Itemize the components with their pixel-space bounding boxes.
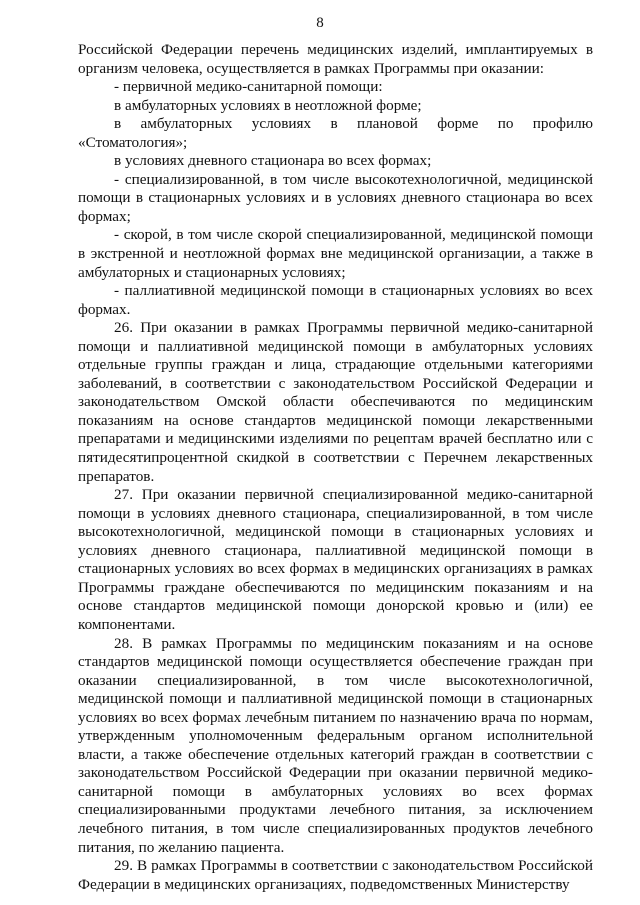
numbered-paragraph-27 xyxy=(78,486,593,634)
list-item xyxy=(78,152,593,171)
paragraph-text: При оказании первичной специализированной медико-санитарной помощи в условиях дневного стационара, специализированной, в том числе высокотехнологичной, медицинской помощи в стационарных условиях и условиях дневного стационара, паллиативной медицинской помощи в стационарных условиях во всех формах в медицинских организациях в рамках Программы граждане обеспечиваются по медицинским показаниям и на основе стандартов медицинской помощи донорской кровью и (или) ее компонентами. xyxy=(78,486,593,633)
list-item: - паллиативной медицинской помощи в стационарных условиях во всех формах. xyxy=(78,282,593,318)
paragraph-text: В рамках Программы по медицинским показаниям и на основе стандартов медицинской помощи осуществляется обеспечение граждан при оказании специализированной, в том числе высокотехнологичной, медицинской помощи и паллиативной медицинской помощи в стационарных условиях во всех формах лечебным питанием по назначению врача по нормам, утвержденным уполномоченным федеральным органом исполнительной власти, а также обеспечение отдельных категорий граждан в соответствии с законодательством Российской Федерации при оказании первичной медико-санитарной помощи в амбулаторных условиях во всех формах специализированными продуктами лечебного питания, за исключением лечебного питания, в том числе специализированных продуктов лечебного питания, по желанию пациента. xyxy=(78,634,594,856)
list-item: - специализированной, в том числе высокотехнологичной, медицинской помощи в стационарных условиях и в условиях дневного стационара во всех формах; xyxy=(78,170,593,225)
paragraph-number: 28. xyxy=(114,634,133,652)
paragraph-number: 26. xyxy=(114,319,133,337)
paragraph-number: 29. xyxy=(114,857,133,875)
numbered-paragraph-28 xyxy=(78,635,593,858)
list-item-text: в условиях дневного стационара во всех формах; xyxy=(114,152,432,170)
list-item-text: - первичной медико-санитарной помощи: xyxy=(114,78,383,96)
list-item-text: «Стоматология»; xyxy=(78,133,188,151)
paragraph-text: При оказании в рамках Программы первичной медико-санитарной помощи и паллиативной медицинской помощи в амбулаторных условиях отдельные группы граждан и лица, страдающие отдельными категориями заболеваний, в соответствии с законодательством Российской Федерации и законодательством Омской области обеспечиваются по медицинским показаниям на основе стандартов медицинской помощи лекарственными препаратами и медицинскими изделиями по рецептам врачей бесплатно или с пятидесятипроцентной скидкой в соответствии с Перечнем лекарственных препаратов. xyxy=(78,319,593,485)
list-item xyxy=(78,97,593,116)
list-item: - скорой, в том числе скорой специализированной, медицинской помощи в экстренной и неотложной формах вне медицинской организации, а также в амбулаторных и стационарных условиях; xyxy=(78,226,593,281)
list-item xyxy=(78,78,593,97)
list-item-text: в амбулаторных условиях в плановой форме по профилю xyxy=(114,115,593,133)
numbered-paragraph-29 xyxy=(78,857,593,894)
lead-paragraph xyxy=(78,41,593,78)
lead-line: Российской Федерации перечень медицинских изделий, имплантируемых в xyxy=(78,41,593,58)
numbered-paragraph-26 xyxy=(78,319,593,486)
list-item xyxy=(78,115,593,152)
paragraph-number: 27. xyxy=(114,486,133,504)
document-body xyxy=(78,41,593,894)
list-item-text: в амбулаторных условиях в неотложной форме; xyxy=(114,96,422,114)
paragraph-text: В рамках Программы в соответствии с законодательством Российской Федерации в медицинских организациях, подведомственных Министерству xyxy=(78,857,594,893)
page-number: 8 xyxy=(316,15,324,31)
lead-line: организм человека, осуществляется в рамках Программы при оказании: xyxy=(78,59,544,77)
